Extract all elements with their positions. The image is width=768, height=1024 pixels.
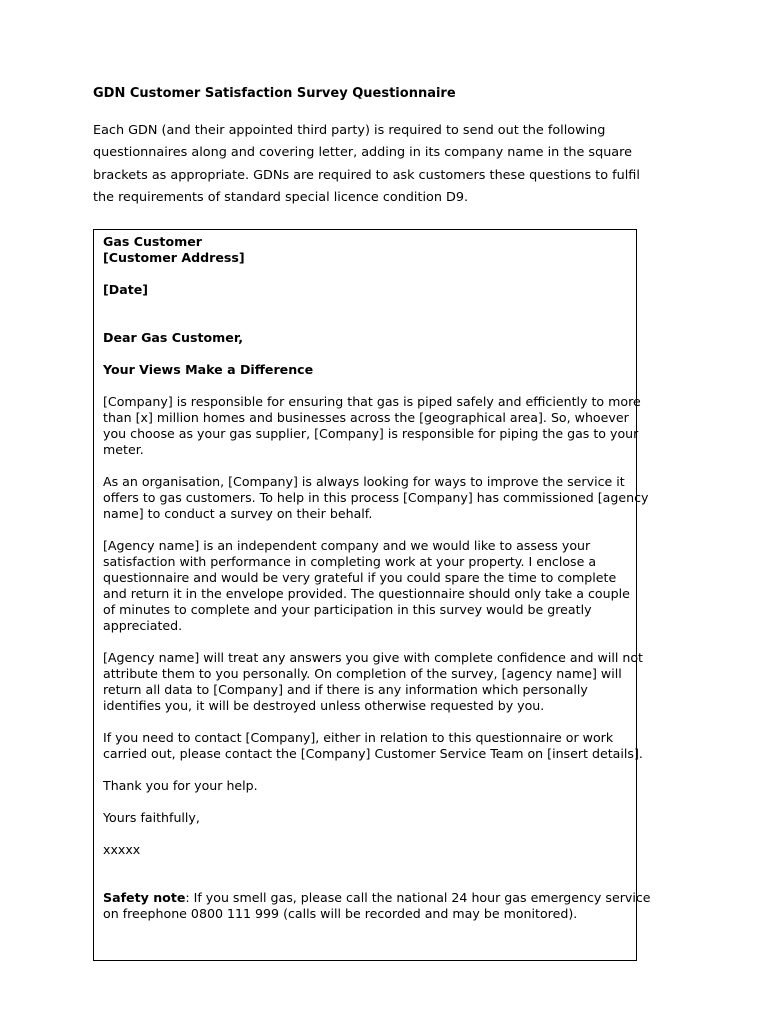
cover-letter-content	[103, 234, 651, 922]
safety-note-line	[103, 890, 651, 906]
intro-line: questionnaires along and covering letter, adding in its company name in the square	[93, 145, 633, 161]
paragraph-line: [Agency name] is an independent company and we would like to assess your	[103, 538, 591, 553]
safety-note-text: : If you smell gas, please call the national 24 hour gas emergency service	[185, 890, 651, 905]
paragraph-line: name] to conduct a survey on their behalf.	[103, 506, 373, 521]
paragraph-line: offers to gas customers. To help in this process [Company] has commissioned [agency	[103, 490, 649, 505]
intro-paragraph	[93, 120, 653, 209]
salutation: Dear Gas Customer,	[103, 330, 243, 345]
letter-paragraph-4	[103, 650, 643, 714]
paragraph-line: carried out, please contact the [Company] Customer Service Team on [insert details].	[103, 746, 643, 761]
recipient-block	[103, 234, 633, 266]
letter-date: [Date]	[103, 282, 149, 297]
paragraph-line: than [x] million homes and businesses across the [geographical area]. So, whoever	[103, 410, 629, 425]
letter-heading: Your Views Make a Difference	[103, 362, 314, 377]
paragraph-line: and return it in the envelope provided. The questionnaire should only take a couple	[103, 586, 630, 601]
paragraph-line: return all data to [Company] and if there is any information which personally	[103, 682, 588, 697]
safety-note-label: Safety note	[103, 890, 186, 905]
paragraph-line: As an organisation, [Company] is always looking for ways to improve the service it	[103, 474, 625, 489]
paragraph-line: appreciated.	[103, 618, 183, 633]
paragraph-line: you choose as your gas supplier, [Company] is responsible for piping the gas to your	[103, 426, 639, 441]
safety-note	[103, 890, 651, 922]
paragraph-line: identifies you, it will be destroyed unless otherwise requested by you.	[103, 698, 545, 713]
recipient-address: [Customer Address]	[103, 250, 245, 265]
recipient-name: Gas Customer	[103, 234, 202, 249]
safety-note-line: on freephone 0800 111 999 (calls will be recorded and may be monitored).	[103, 906, 578, 921]
paragraph-line: of minutes to complete and your participation in this survey would be greatly	[103, 602, 592, 617]
letter-paragraph-1	[103, 394, 641, 458]
paragraph-line: If you need to contact [Company], either in relation to this questionnaire or work	[103, 730, 614, 745]
thanks-line: Thank you for your help.	[103, 778, 258, 793]
paragraph-line: satisfaction with performance in completing work at your property. I enclose a	[103, 554, 597, 569]
intro-line: the requirements of standard special licence condition D9.	[93, 189, 469, 205]
page-title: GDN Customer Satisfaction Survey Questionnaire	[93, 86, 456, 101]
letter-paragraph-5	[103, 730, 643, 762]
paragraph-line: questionnaire and would be very grateful if you could spare the time to complete	[103, 570, 617, 585]
signature: xxxxx	[103, 842, 141, 857]
letter-paragraph-2	[103, 474, 649, 522]
intro-line: Each GDN (and their appointed third party) is required to send out the following	[93, 123, 606, 138]
paragraph-line: [Company] is responsible for ensuring that gas is piped safely and efficiently to more	[103, 394, 641, 409]
signoff-line: Yours faithfully,	[103, 810, 200, 825]
letter-paragraph-3	[103, 538, 633, 634]
paragraph-line: attribute them to you personally. On completion of the survey, [agency name] will	[103, 666, 622, 681]
intro-line: brackets as appropriate. GDNs are required to ask customers these questions to fulfil	[93, 167, 640, 183]
paragraph-line: meter.	[103, 442, 144, 457]
cover-letter-box	[93, 229, 651, 961]
paragraph-line: [Agency name] will treat any answers you give with complete confidence and will not	[103, 650, 643, 665]
